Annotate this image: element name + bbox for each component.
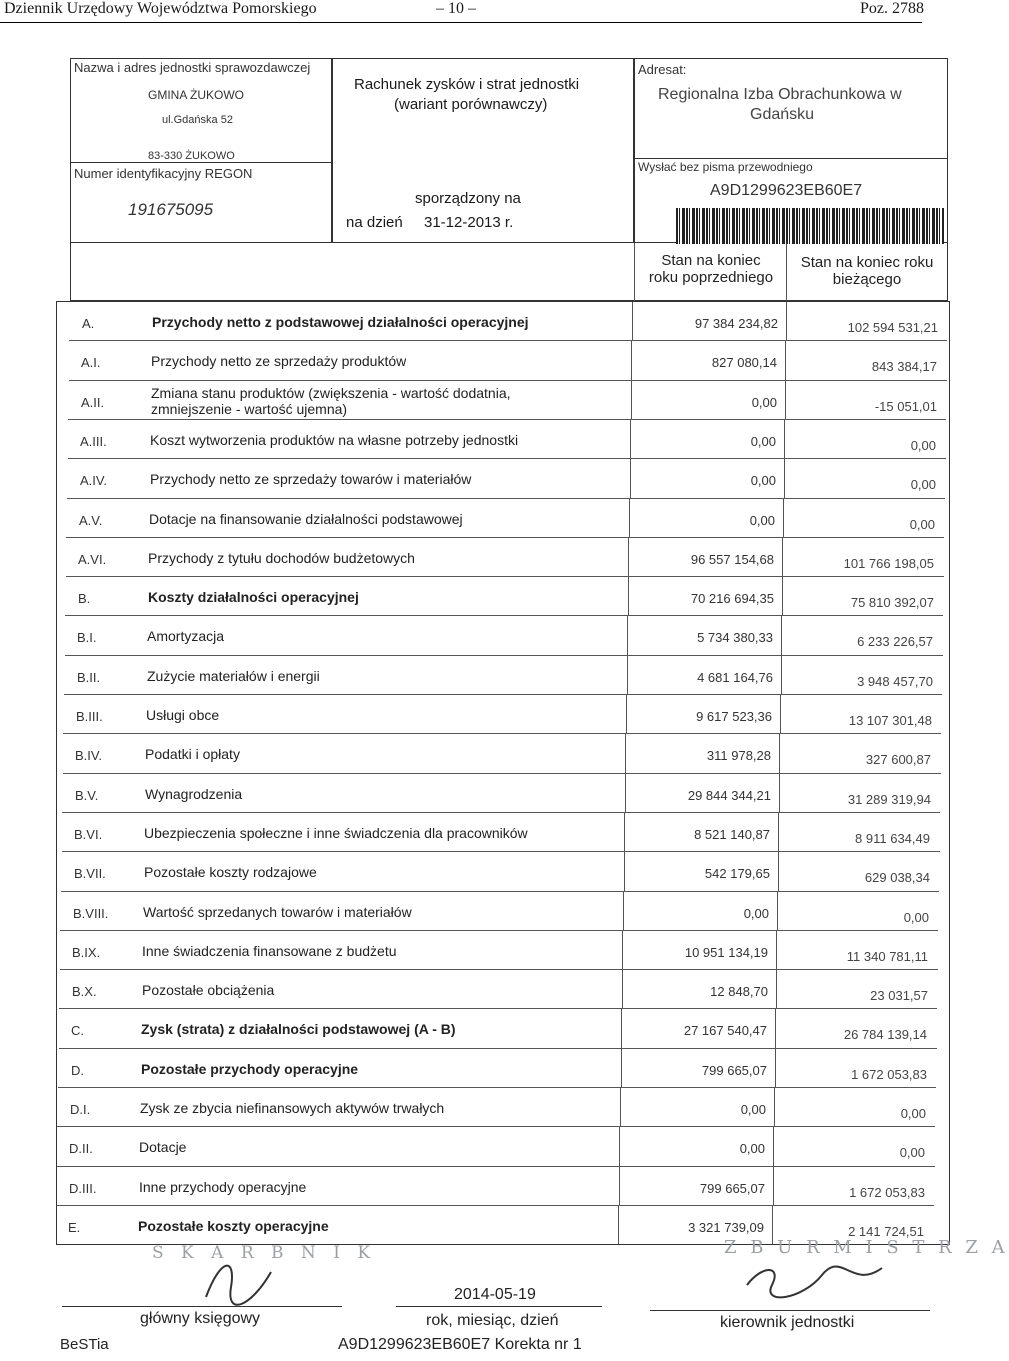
row-label: Inne świadczenia finansowane z budżetu xyxy=(142,942,397,959)
row-curr-value: 3 948 457,70 xyxy=(857,673,933,689)
row-curr-value: 23 031,57 xyxy=(870,988,928,1004)
row-curr-value: 6 233 226,57 xyxy=(857,634,933,650)
addressee-name-2: Gdańsku xyxy=(750,106,815,123)
row-label: Pozostałe przychody operacyjne xyxy=(141,1060,359,1077)
row-label: Podatki i opłaty xyxy=(145,746,240,763)
header-col-divider-1 xyxy=(634,243,635,301)
col-curr-line2: bieżącego xyxy=(832,271,902,288)
regon-number: 191675095 xyxy=(128,200,214,219)
chief-accountant-caption: główny księgowy xyxy=(140,1310,261,1327)
row-label: Inne przychody operacyjne xyxy=(139,1178,307,1195)
header-col-divider-2 xyxy=(786,243,787,301)
row-prev-value: 0,00 xyxy=(751,394,777,410)
col-curr-line1: Stan na koniec roku xyxy=(800,254,934,271)
row-curr-value: 0,00 xyxy=(903,909,929,925)
row-curr-value: 26 784 139,14 xyxy=(843,1027,927,1043)
row-prev-value: 827 080,14 xyxy=(711,355,777,371)
row-prev-value: 0,00 xyxy=(749,512,775,528)
row-code: D.I. xyxy=(70,1102,91,1117)
row-code: A.II. xyxy=(81,394,105,410)
row-prev-value: 542 179,65 xyxy=(704,866,770,882)
addressee-name-1: Regionalna Izba Obrachunkowa w xyxy=(658,86,902,103)
stamp-left: S K A R B N I K xyxy=(152,1243,377,1263)
row-prev-value: 5 734 380,33 xyxy=(697,630,773,646)
row-label: Przychody z tytułu dochodów budżetowych xyxy=(148,549,415,566)
row-curr-value: 11 340 781,11 xyxy=(846,948,928,964)
row-prev-value: 4 681 164,76 xyxy=(697,669,773,685)
date-caption: rok, miesiąc, dzień xyxy=(426,1312,559,1329)
row-label: Amortyzacja xyxy=(147,628,225,645)
row-code: A. xyxy=(82,316,95,331)
row-label: Wynagrodzenia xyxy=(145,785,243,802)
row-code: A.VI. xyxy=(78,551,107,567)
row-curr-value: -15 051,01 xyxy=(874,398,937,414)
chief-accountant-line xyxy=(62,1306,342,1307)
row-curr-value: 101 766 198,05 xyxy=(843,555,934,571)
row-code: B.X. xyxy=(72,984,97,1000)
row-prev-value: 799 665,07 xyxy=(701,1062,767,1078)
row-prev-value: 0,00 xyxy=(743,905,769,921)
row-code: A.I. xyxy=(81,355,101,371)
row-code: B.VII. xyxy=(74,866,106,882)
row-curr-value: 0,00 xyxy=(899,1145,925,1161)
row-prev-value: 96 557 154,68 xyxy=(690,551,774,567)
row-label: Pozostałe obciążenia xyxy=(142,982,275,999)
signature-date: 2014-05-19 xyxy=(454,1286,536,1303)
row-code: A.IV. xyxy=(80,473,107,489)
col-curr-year xyxy=(788,254,946,288)
unit-street: ul.Gdańska 52 xyxy=(162,114,233,126)
row-label: Ubezpieczenia społeczne i inne świadczenia dla pracowników xyxy=(144,824,528,841)
row-label: Pozostałe koszty operacyjne xyxy=(138,1217,329,1234)
row-prev-value: 27 167 540,47 xyxy=(683,1023,767,1039)
row-code: B.V. xyxy=(75,787,99,803)
row-prev-value: 0,00 xyxy=(739,1141,765,1157)
col-prev-year xyxy=(636,252,786,286)
row-label: Pozostałe koszty rodzajowe xyxy=(144,864,317,881)
page-header xyxy=(0,0,960,24)
col-prev-line1: Stan na koniec xyxy=(661,252,761,269)
row-curr-value: 0,00 xyxy=(910,477,936,493)
table-frame xyxy=(56,301,950,1245)
row-curr-value: 1 672 053,83 xyxy=(851,1066,927,1082)
row-curr-value: 75 810 392,07 xyxy=(850,595,934,611)
row-prev-value: 3 321 739,09 xyxy=(688,1219,764,1235)
row-label: Zysk (strata) z działalności podstawowej (A - B) xyxy=(141,1021,456,1038)
correction-note: A9D1299623EB60E7 Korekta nr 1 xyxy=(338,1336,582,1353)
journal-title: Dziennik Urzędowy Województwa Pomorskiego xyxy=(4,0,317,17)
unit-name: GMINA ŻUKOWO xyxy=(148,88,244,102)
position-number: Poz. 2788 xyxy=(860,0,924,17)
stamp-right: Z B U R M I S T R Z A xyxy=(724,1237,1009,1258)
software-name: BeSTia xyxy=(60,1336,109,1353)
row-code: B.II. xyxy=(77,669,101,685)
row-label: Zużycie materiałów i energii xyxy=(147,667,320,684)
document-code: A9D1299623EB60E7 xyxy=(710,182,863,199)
row-label: Przychody netto ze sprzedaży produktów xyxy=(151,353,407,370)
row-prev-value: 10 951 134,19 xyxy=(684,944,768,960)
report-variant: (wariant porównawczy) xyxy=(394,96,548,113)
row-curr-value: 2 141 724,51 xyxy=(848,1223,924,1239)
row-label: Koszty działalności operacyjnej xyxy=(148,589,359,606)
addressee-divider xyxy=(634,158,948,159)
col-prev-line2: roku poprzedniego xyxy=(648,269,774,286)
row-prev-value: 8 521 140,87 xyxy=(694,826,770,842)
row-curr-value: 843 384,17 xyxy=(871,359,937,375)
row-prev-value: 0,00 xyxy=(750,433,776,449)
row-label: Dotacje na finansowanie działalności podstawowej xyxy=(149,510,463,527)
row-curr-value: 0,00 xyxy=(900,1106,926,1121)
row-prev-value: 29 844 344,21 xyxy=(687,787,771,803)
row-label: Przychody netto z podstawowej działalności operacyjnej xyxy=(152,314,529,330)
head-signature xyxy=(742,1260,892,1305)
row-code: C. xyxy=(71,1023,84,1039)
row-code: D.III. xyxy=(69,1180,97,1196)
row-label: Wartość sprzedanych towarów i materiałów xyxy=(143,903,412,920)
row-prev-value: 799 665,07 xyxy=(699,1180,765,1196)
row-code: B.VI. xyxy=(74,826,103,842)
row-prev-value: 9 617 523,36 xyxy=(696,709,772,724)
date-label: na dzień xyxy=(346,214,403,231)
row-code: A.III. xyxy=(80,433,107,449)
row-prev-value: 12 848,70 xyxy=(710,984,768,1000)
header-divider xyxy=(0,22,922,23)
row-label: Przychody netto ze sprzedaży towarów i materiałów xyxy=(150,471,472,488)
chief-accountant-signature xyxy=(196,1252,286,1312)
row-label: Zmiana stanu produktów (zwiększenia - wartość dodatnia, zmniejszenie - wartość ujemna) xyxy=(151,384,511,417)
barcode-image xyxy=(676,208,944,244)
row-curr-value: 8 911 634,49 xyxy=(855,830,930,846)
report-date: 31-12-2013 r. xyxy=(424,214,514,231)
page-number: – 10 – xyxy=(436,0,476,17)
unit-label: Nazwa i adres jednostki sprawozdawczej xyxy=(74,60,311,75)
row-code: B.IV. xyxy=(75,748,102,764)
row-code: D.II. xyxy=(69,1141,93,1157)
addressee-label: Adresat: xyxy=(638,62,687,77)
row-code: B.III. xyxy=(76,709,103,724)
row-prev-value: 0,00 xyxy=(750,473,776,489)
row-prev-value: 97 384 234,82 xyxy=(694,316,778,331)
report-title: Rachunek zysków i strat jednostki xyxy=(354,76,580,93)
row-prev-value: 0,00 xyxy=(740,1102,766,1117)
row-code: B. xyxy=(78,591,91,607)
row-code: A.V. xyxy=(79,512,103,528)
row-curr-value: 0,00 xyxy=(910,437,936,453)
row-prev-value: 311 978,28 xyxy=(706,748,771,764)
row-label: Usługi obce xyxy=(146,707,220,723)
row-label: Zysk ze zbycia niefinansowych aktywów trwałych xyxy=(140,1100,445,1116)
row-curr-value: 13 107 301,48 xyxy=(848,713,932,728)
row-curr-value: 102 594 531,21 xyxy=(847,320,938,335)
row-label: Dotacje xyxy=(139,1139,187,1156)
send-note: Wysłać bez pisma przewodniego xyxy=(638,160,813,174)
row-code: B.VIII. xyxy=(73,905,109,921)
date-line xyxy=(396,1306,602,1307)
row-code: B.IX. xyxy=(72,944,101,960)
row-code: B.I. xyxy=(77,630,97,646)
head-line xyxy=(650,1310,930,1311)
row-prev-value: 70 216 694,35 xyxy=(690,591,774,607)
row-curr-value: 31 289 319,94 xyxy=(847,791,931,807)
row-curr-value: 327 600,87 xyxy=(865,752,931,768)
prepared-label: sporządzony na xyxy=(415,190,521,207)
row-curr-value: 629 038,34 xyxy=(864,870,930,886)
row-code: E. xyxy=(68,1219,81,1235)
head-caption: kierownik jednostki xyxy=(720,1314,855,1331)
row-code: D. xyxy=(71,1062,84,1078)
unit-postal: 83-330 ŻUKOWO xyxy=(148,150,235,162)
row-curr-value: 0,00 xyxy=(909,516,935,532)
row-label: Koszt wytworzenia produktów na własne potrzeby jednostki xyxy=(150,431,519,448)
row-curr-value: 1 672 053,83 xyxy=(849,1184,925,1200)
unit-divider xyxy=(70,162,332,163)
regon-label: Numer identyfikacyjny REGON xyxy=(74,166,253,181)
